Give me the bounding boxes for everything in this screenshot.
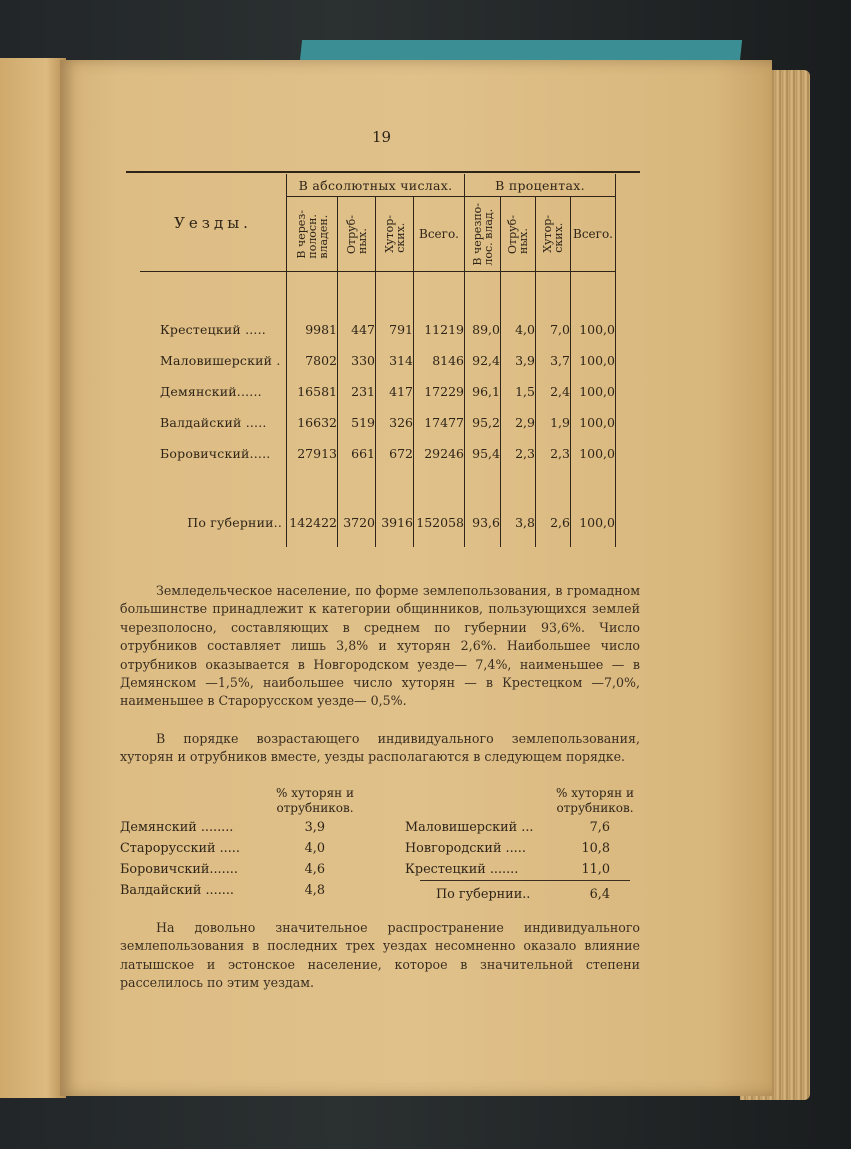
row-name: По губернии.. xyxy=(187,514,282,530)
cell: 95,2 xyxy=(465,407,501,438)
cell: 3,8 xyxy=(501,497,536,547)
ranking-header-left: % хуторян и отрубников. xyxy=(276,786,354,815)
ranking-right-name: Новгородский ..... xyxy=(405,841,526,856)
cell: 8146 xyxy=(414,345,465,376)
cell: 231 xyxy=(338,376,376,407)
cell: 96,1 xyxy=(465,376,501,407)
cell: 2,3 xyxy=(536,438,571,469)
cell: 16632 xyxy=(287,407,338,438)
row-name: Валдайский ..... xyxy=(160,415,267,430)
cell: 152058 xyxy=(414,497,465,547)
cell: 11219 xyxy=(414,314,465,345)
cell: 100,0 xyxy=(571,376,616,407)
cell: 417 xyxy=(376,376,414,407)
cell: 3,7 xyxy=(536,345,571,376)
ranking-left-value: 3,9 xyxy=(304,820,325,835)
table-top-rule xyxy=(126,171,640,173)
col-pct-total: Всего. xyxy=(571,197,616,272)
cell: 9981 xyxy=(287,314,338,345)
cell: 100,0 xyxy=(571,314,616,345)
statistics-table xyxy=(140,174,616,547)
table-row xyxy=(140,376,616,407)
ranking-total-value: 6,4 xyxy=(589,887,610,902)
cell: 2,6 xyxy=(536,497,571,547)
cell: 17477 xyxy=(414,407,465,438)
cell: 142422 xyxy=(287,497,338,547)
row-name: Крестецкий ..... xyxy=(160,322,266,337)
cell: 1,5 xyxy=(501,376,536,407)
ranking-divider xyxy=(420,880,630,881)
cell: 29246 xyxy=(414,438,465,469)
cell: 672 xyxy=(376,438,414,469)
row-name: Боровичский..... xyxy=(160,446,271,461)
cell: 92,4 xyxy=(465,345,501,376)
cell: 27913 xyxy=(287,438,338,469)
cell: 330 xyxy=(338,345,376,376)
cell: 95,4 xyxy=(465,438,501,469)
cell: 3720 xyxy=(338,497,376,547)
cell: 314 xyxy=(376,345,414,376)
cell: 4,0 xyxy=(501,314,536,345)
row-name: Маловишерский . xyxy=(160,353,281,368)
cell: 89,0 xyxy=(465,314,501,345)
col-pct-strip: В черезпо- лос. влад. xyxy=(470,202,495,266)
paragraph-3: На довольно значительное распространение индивидуального землепользования в последних трех уездах несомненно оказало влияние латышское и эстонское население, которое в значительной степени расселилось по этим уездам. xyxy=(120,920,640,991)
ranking-left-value: 4,6 xyxy=(304,862,325,877)
cell: 447 xyxy=(338,314,376,345)
table-row xyxy=(140,314,616,345)
cell: 3916 xyxy=(376,497,414,547)
cell: 661 xyxy=(338,438,376,469)
uezd-header: Уезды. xyxy=(140,174,287,272)
cell: 100,0 xyxy=(571,407,616,438)
ranking-total-label: По губернии.. xyxy=(436,887,531,902)
paragraph-2: В порядке возрастающего индивидуального землепользования, хуторян и отрубников вместе, уезды располагаются в следующем порядке. xyxy=(120,731,640,765)
ranking-left-name: Старорусский ..... xyxy=(120,841,240,856)
cell: 17229 xyxy=(414,376,465,407)
paragraph-1: Земледельческое население, по форме землепользования, в громадном большинстве принадлежит к категории общинников, пользующихся землей черезполосно, составляющих в среднем по губернии 93,6%. Число отрубников составляет лишь 3,8% и хуторян 2,6%. Наибольшее число отрубников оказывается в Новгородском уезде— 7,4%, наименьшее — в Демянском —1,5%, наибольшее число хуторян — в Крестецком —7,0%, наименьшее в Старорусском уезде— 0,5%. xyxy=(120,583,640,709)
left-page xyxy=(0,58,66,1098)
col-pct-khutor: Хутор- ских. xyxy=(541,215,565,253)
ranking-left-name: Боровичский....... xyxy=(120,862,238,877)
cell: 16581 xyxy=(287,376,338,407)
cell: 2,9 xyxy=(501,407,536,438)
cell: 93,6 xyxy=(465,497,501,547)
col-abs-khutor: Хутор- ских. xyxy=(382,215,407,253)
table-row xyxy=(140,438,616,469)
ranking-header-right: % хуторян и отрубников. xyxy=(556,786,634,815)
ranking-left-name: Валдайский ....... xyxy=(120,883,234,898)
row-name: Демянский...... xyxy=(160,384,262,399)
cell: 2,4 xyxy=(536,376,571,407)
ranking-left-name: Демянский ........ xyxy=(120,820,234,835)
group-percent-header: В процентах. xyxy=(465,174,616,197)
cell: 100,0 xyxy=(571,497,616,547)
cell: 519 xyxy=(338,407,376,438)
col-abs-total: Всего. xyxy=(414,197,465,272)
ranking-right-value: 7,6 xyxy=(589,820,610,835)
cell: 791 xyxy=(376,314,414,345)
ranking-right-name: Крестецкий ....... xyxy=(405,862,519,877)
ranking-right-value: 10,8 xyxy=(581,841,610,856)
group-absolute-header: В абсолютных числах. xyxy=(287,174,465,197)
page-number: 19 xyxy=(372,128,392,146)
cell: 326 xyxy=(376,407,414,438)
col-abs-strip: В через- полосн. владен. xyxy=(294,209,330,259)
table-row xyxy=(140,345,616,376)
col-abs-otrub: Отруб- ных. xyxy=(344,214,369,254)
cell: 7,0 xyxy=(536,314,571,345)
ranking-right-value: 11,0 xyxy=(581,862,610,877)
table-total-row xyxy=(140,497,616,547)
cell: 100,0 xyxy=(571,345,616,376)
cell: 2,3 xyxy=(501,438,536,469)
cell: 3,9 xyxy=(501,345,536,376)
cell: 100,0 xyxy=(571,438,616,469)
ranking-right-name: Маловишерский ... xyxy=(405,820,534,835)
table-row xyxy=(140,407,616,438)
col-pct-otrub: Отруб- ных. xyxy=(506,214,530,254)
ranking-left-value: 4,8 xyxy=(304,883,325,898)
cell: 1,9 xyxy=(536,407,571,438)
cell: 7802 xyxy=(287,345,338,376)
ranking-left-value: 4,0 xyxy=(304,841,325,856)
